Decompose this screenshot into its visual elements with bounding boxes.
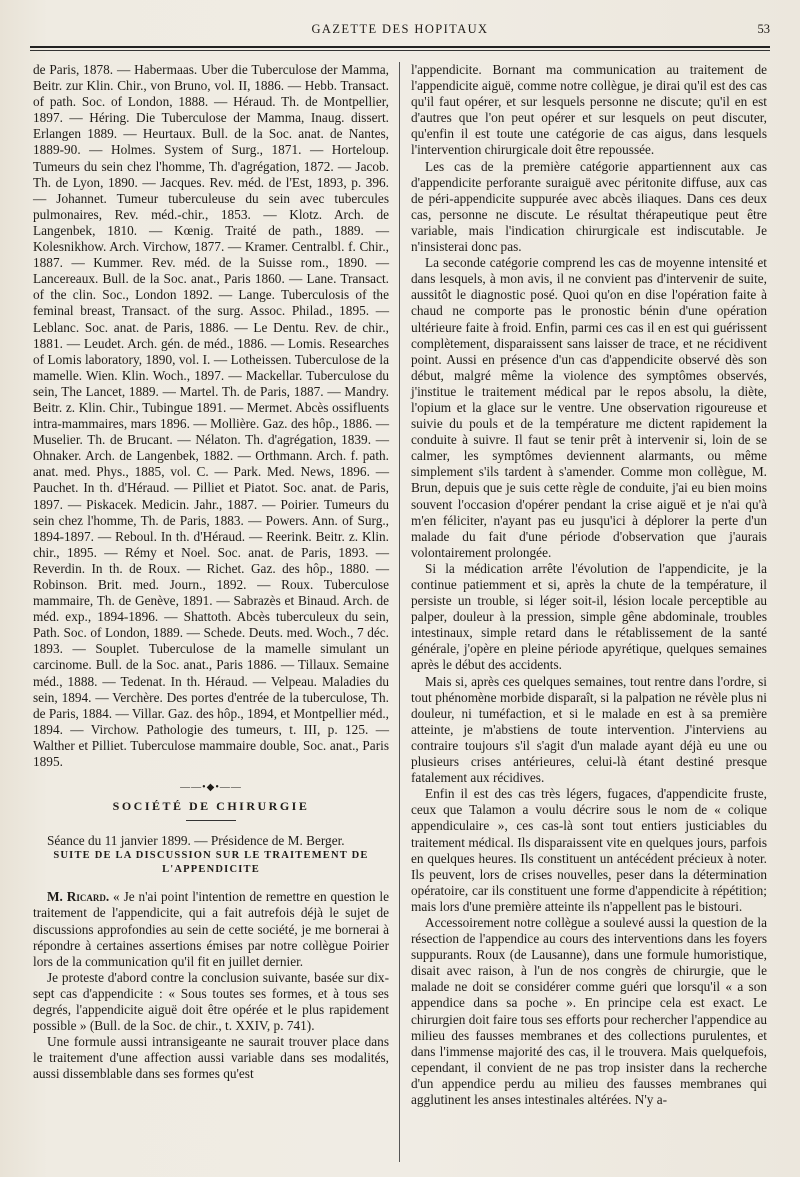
header-rule-thin bbox=[30, 50, 770, 51]
seance-line: Séance du 11 janvier 1899. — Présidence de M. Berger. bbox=[47, 833, 345, 849]
header-rule-thick bbox=[30, 46, 770, 48]
paragraph: Mais si, après ces quelques semaines, tout rentre dans l'ordre, si tout phénomène morbide disparaît, si la palpation ne révèle plus ni douleur, ni tuméfaction, et si le malade en est à sa première atteinte, je m'abstiens de toute intervention. J'interviens au contraire toujours s'il s'agit d'un malade ayant déjà eu une ou plusieurs crises antérieures, celui-là étant destiné presque fatalement aux récidives. bbox=[411, 673, 767, 786]
paragraph: l'appendicite. Bornant ma communication au traitement de l'appendicite aiguë, comme notre collègue, je dirai qu'il est des cas qu'il faut opérer, et sur lesquels personne ne discute; qu'il en est d'autres que l'on peut opérer et sur lesquels on peut discuter, qu'enfin il est toute une catégorie de cas aigus, dans lesquels l'intervention chirurgicale doit être repoussée. bbox=[411, 62, 767, 158]
right-column bbox=[411, 62, 767, 1108]
section-ornament: ——•◆•—— bbox=[180, 782, 242, 794]
paragraph: Enfin il est des cas très légers, fugaces, d'appendicite fruste, ceux que Talamon a voulu décrire sous le nom de « colique appendiculaire », ces cas-là sont tout entiers justiciables du traitement médical. Ils disparaissent vite en quelques jours, parfois en quelques heures. Ils constituent un antécédent précieux à noter. Ils peuvent, lors de crises nouvelles, peser dans la détermination opératoire, car ils constituent une forme d'appendicite à répétition; mais lors d'une première atteinte ils n'appellent pas le bistouri. bbox=[411, 786, 767, 914]
speaker-name: M. Ricard. bbox=[47, 889, 110, 905]
paragraph: Les cas de la première catégorie appartiennent aux cas d'appendicite perforante suraiguë avec péritonite diffuse, aux cas de péri-appendicite suppurée avec abcès iliaques. Dans ces deux cas, personne ne discute. Le résultat thérapeutique peut être variable, mais l'indication chirurgicale est indiscutable. Je n'insisterai donc pas. bbox=[411, 158, 767, 255]
section-title: SOCIÉTÉ DE CHIRURGIE bbox=[112, 799, 310, 814]
paragraph: La seconde catégorie comprend les cas de moyenne intensité et dans lesquels, à mon avis, il ne convient pas d'intervenir de suite, aussitôt le diagnostic posé. Quoi qu'on en dise l'opération faite à chaud ne comporte pas le pronostic bénin d'une opération ultérieure faite à froid. Enfin, parmi ces cas il en est qui guérissent complètement, disparaissent sans laisser de trace, et ne récidivent point. Aussi en présence d'un cas d'appendicite observé dès son début, malgré même la violence des symptômes observés, j'institue le traitement médical par le repos absolu, la diète, l'opium et la glace sur le ventre. Une observation rigoureuse et suivie du pouls et de la température me dictent rapidement la conduite à suivre. Il faut se tenir prêt à intervenir si, loin de se calmer, les symptômes deviennent alarmants, ou même simplement s'ils tardent à s'amender. Comme mon collègue, M. Brun, depuis que je suis cette règle de conduite, j'ai eu bien moins souvent l'occasion d'opérer pendant la crise aiguë et je n'ai qu'à m'en féliciter, n'ayant pas eu jusqu'ici à déplorer la perte d'un malade du fait d'une période d'observation que j'aurais volontairement prolongée. bbox=[411, 255, 767, 560]
paragraph: Si la médication arrête l'évolution de l'appendicite, je la continue patiemment et si, après la chute de la température, il persiste un trouble, si léger soit-il, lésion locale perceptible au palper, douleur à la pression, simple gêne abdominale, troubles intestinaux, simple retard dans le rétablissement de la santé générale, j'opère en pleine période apyrétique, quelques semaines après le début des accidents. bbox=[411, 560, 767, 673]
paragraph: Une formule aussi intransigeante ne saurait trouver place dans le traitement d'une affection aussi variable dans ses modalités, aussi dissemblable dans ses formes qu'est bbox=[33, 1034, 389, 1082]
journal-title: GAZETTE DES HOPITAUX bbox=[311, 22, 489, 36]
discussion-subheading: SUITE DE LA DISCUSSION SUR LE TRAITEMENT DE L'APPENDICITE bbox=[53, 850, 369, 876]
bibliography-references: de Paris, 1878. — Habermaas. Uber die Tuberculose der Mamma, Beitr. zur Klin. Chir., von Bruno, vol. II, 1886. — Hebb. Transact. of path. Soc. of London, 1888. — Héraud. Th. de Montpellier, 1897. — Héring. Die Tuberculose der Mamma, Inaug. dissert. Erlangen 1889. — Heurtaux. Bull. de la Soc. anat. de Nantes, 1889-90. — Holmes. System of Surg., 1871. — Horteloup. Tumeurs du sein chez l'homme, Th. d'agrégation, 1872. — Jacob. Th. de Lyon, 1890. — Jacques. Rev. méd. de l'Est, 1893, p. 396. — Johannet. Tumeur tuberculeuse du sein avec tubercules pulmonaires, Rev. méd.-chir., 1853. — Klotz. Arch. de Langenbek, 1810. — Kœnig. Traité de path., 1889. — Kolesnikhow. Arch. Virchow, 1877. — Kramer. Centralbl. f. Chir., 1887. — Kummer. Rev. méd. de la Suisse rom., 1890. — Lancereaux. Bull. de la Soc. anat., Paris 1860. — Lane. Transact. of the clin. Soc., London 1892. — Lange. Tuberculosis of the feminal breast, Transact. of the surg. Assoc. Philad., 1895. — Leblanc. Soc. anat. de Paris, 1886. — Le Dentu. Rev. de chir., 1881. — Leudet. Arch. gén. de méd., 1886. — Lomis. Researches of Lomis laboratory, 1890, vol. I. — Lotheissen. Tuberculose de la mamelle. Wien. Klin. Woch., 1897. — Mackellar. Tuberculose du sein, The Lancet, 1889. — Martel. Th. de Paris, 1887. — Mandry. Beitr. z. Klin. Chir., Tubingue 1891. — Mermet. Abcès ossifluents intra-mammaires, mars 1896. — Mollière. Gaz. des hôp., 1886. — Muselier. Th. de Brucant. — Nélaton. Th. d'agrégation, 1839. — Ohnaker. Arch. de Langenbek, 1882. — Orthmann. Arch. f. path. anat. med. Phys., 1885, vol. C. — Park. Med. News, 1896. — Pauchet. In th. d'Héraud. — Pilliet et Piatot. Soc. anat. de Paris, 1897. — Piskacek. Medicin. Jahr., 1887. — Poirier. Tumeurs du sein chez l'homme, Th. de Paris, 1883. — Powers. Ann. of Surg., 1894-1897. — Reboul. In th. d'Héraud. — Reerink. Beitr. z. Klin. chir., 1895. — Rémy et Noel. Soc. anat. de Paris, 1893. — Reverdin. In th. de Roux. — Richet. Gaz. des hôp., 1880. — Robinson. Brit. med. Journ., 1892. — Roux. Tuberculose mammaire, Th. de Genève, 1891. — Sabrazès et Binaud. Arch. de méd. exp., 1894-1896. — Shattoth. Abcès tuberculeux du sein, Path. Soc. of London, 1889. — Schede. Deuts. med. Woch., 7 déc. 1893. — Souplet. Tuberculose de la mamelle simulant un carcinome. Bull. de la Soc. anat., Paris 1886. — Tillaux. Semaine méd., 1888. — Tedenat. In th. Héraud. — Velpeau. Maladies du sein, 1894. — Verchère. Des portes d'entrée de la tuberculose, Th. de Paris, 1884. — Villar. Gaz. des hôp., 1894, et Montpellier méd., 1894. — Virchow. Pathologie des tumeurs, t. III, p. 125. — Walther et Pilliet. Tuberculose mammaire double, Soc. anat., Paris 1895. bbox=[33, 62, 389, 770]
page-header bbox=[30, 22, 770, 40]
paragraph: Je proteste d'abord contre la conclusion suivante, basée sur dix-sept cas d'appendicite : « Sous toutes ses formes, et à tous ses degrés, l'appendicite aiguë doit être opérée et le plus rapidement possible » (Bull. de la Soc. de chir., t. XXIV, p. 741). bbox=[33, 969, 389, 1034]
page-number: 53 bbox=[757, 22, 770, 36]
section-rule bbox=[186, 820, 236, 821]
left-column bbox=[33, 62, 389, 1082]
column-divider bbox=[399, 62, 400, 1162]
paragraph: Accessoirement notre collègue a soulevé aussi la question de la résection de l'appendice au cours des interventions dans les foyers suppurants. Roux (de Lausanne), dans une formule humoristique, disait avec raison, à l'un de nos congrès de chirurgie, que le malade ne doit se considérer comme guéri que lorsqu'il « a son appendice dans sa poche ». En principe cela est exact. Le chirurgien doit faire tous ses efforts pour rechercher l'appendice au milieu des fausses membranes et des collections purulentes, et dans l'immense majorité des cas, il le trouvera. Mais quelquefois, cependant, il convient de ne pas trop insister dans la recherche d'un appendice perdu au milieu des fausses membranes qui agglutinent les anses intestinales altérées. N'y a- bbox=[411, 914, 767, 1107]
paragraph: M. Ricard. « Je n'ai point l'intention de remettre en question le traitement de l'appendicite, qui a fait autrefois déjà le sujet de discussions approfondies au sein de cette société, je me bornerai à répondre à certaines assertions émises par notre collègue Poirier lors de la communication qu'il fit en juillet dernier. bbox=[33, 889, 389, 969]
